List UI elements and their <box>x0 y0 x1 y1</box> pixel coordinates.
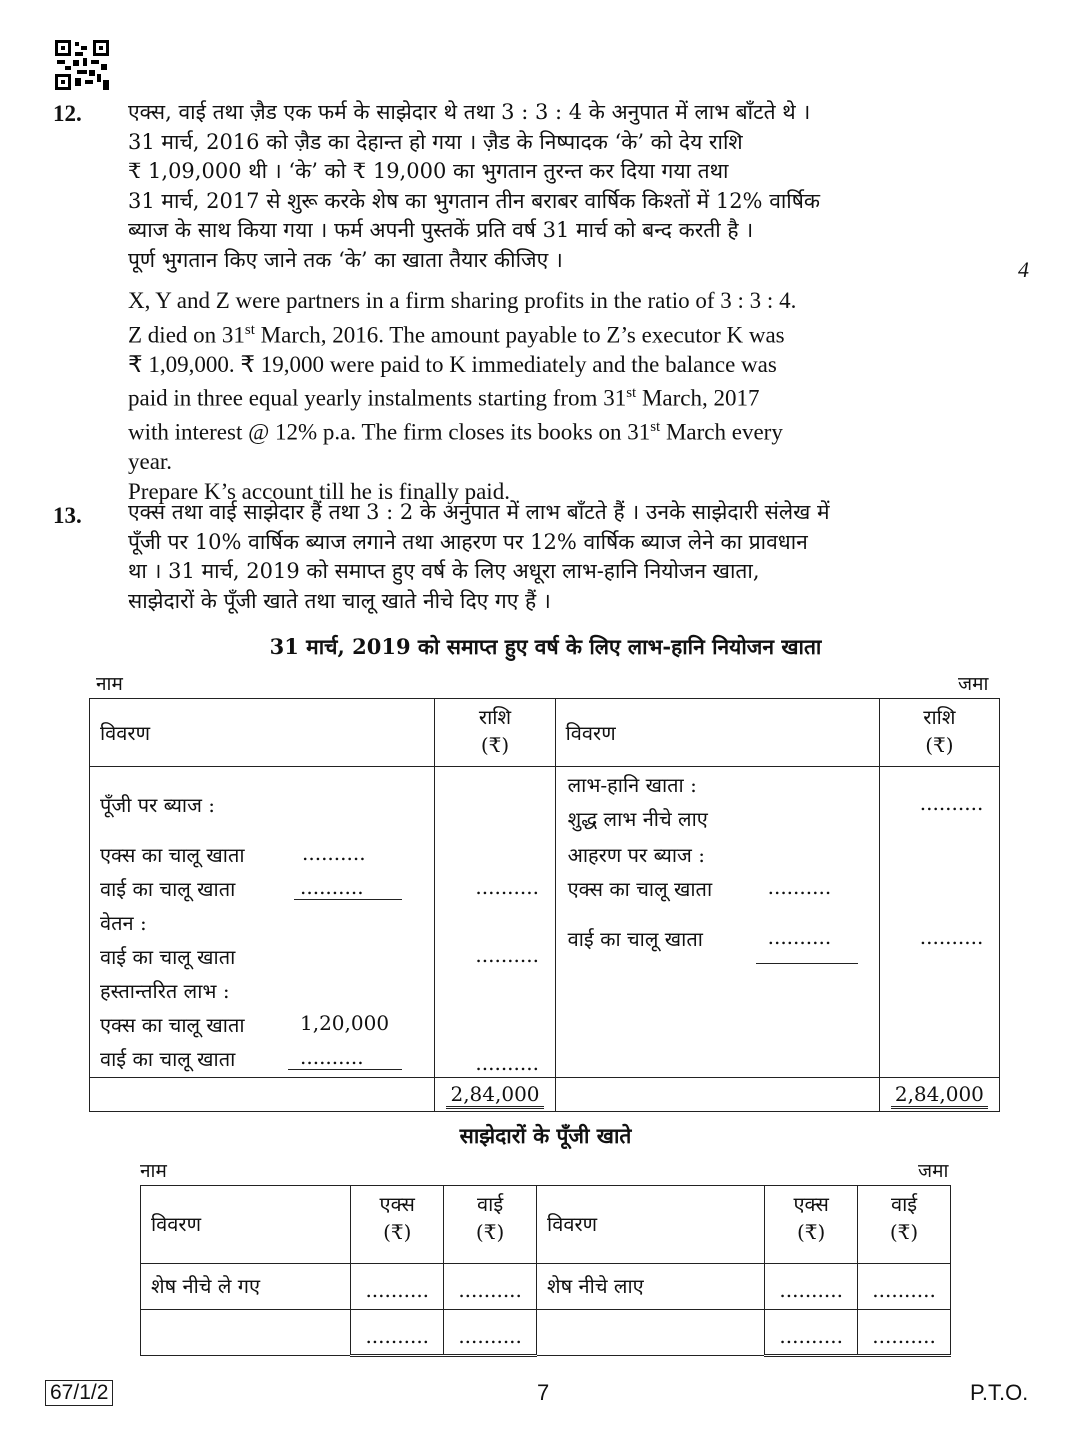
pto-label: P.T.O. <box>970 1380 1029 1405</box>
balance-cd-label: शेष नीचे ले गए <box>141 1264 351 1310</box>
pl-account-label: लाभ-हानि खाता : <box>567 773 697 797</box>
text-line: साझेदारों के पूँजी खाते तथा चालू खाते नीचे दिए गए हैं । <box>128 588 551 613</box>
capital-dr-label: नाम <box>140 1160 167 1182</box>
empty-cell <box>141 1310 351 1356</box>
text-line: एक्स, वाई तथा ज़ैड एक फर्म के साझेदार थे तथा 3 : 3 : 4 के अनुपात में लाभ बाँटते थे । <box>128 100 811 124</box>
pl-appropriation-table <box>89 698 1000 1112</box>
table-total-row <box>90 1078 1000 1112</box>
text-line: पूर्ण भुगतान किए जाने तक ‘के’ का खाता तैयार कीजिए । <box>128 247 563 272</box>
pl-account-title: 31 मार्च, 2019 को समाप्त हुए वर्ष के लिए लाभ-हानि नियोजन खाता <box>269 634 822 659</box>
table-row <box>141 1264 951 1310</box>
text-line: X, Y and Z were partners in a firm sharing profits in the ratio of 3 : 3 : 4. <box>128 288 797 313</box>
salary-label: वेतन : <box>100 911 147 935</box>
pl-cr-label: जमा <box>958 673 989 695</box>
text-line: ब्याज के साथ किया गया । फर्म अपनी पुस्तकें प्रति वर्ष 31 मार्च को बन्द करती है । <box>128 218 754 242</box>
header-amount-right: राशि (₹) <box>879 699 999 767</box>
text-line: paid in three equal yearly instalments starting from 31st March, 2017 <box>128 385 760 411</box>
interest-on-drawings-label: आहरण पर ब्याज : <box>567 843 705 867</box>
total-blank <box>555 1078 879 1112</box>
question-12-marks: 4 <box>1018 257 1029 282</box>
question-13-hindi <box>128 498 980 616</box>
text-line: 31 मार्च, 2016 को ज़ैड का देहान्त हो गया । ज़ैड के निष्पादक ‘के’ को देय राशि <box>128 129 743 154</box>
question-12-hindi <box>128 98 980 275</box>
interest-on-capital-label: पूँजी पर ब्याज : <box>100 793 216 817</box>
dots: .......... <box>475 875 539 899</box>
table-row <box>141 1310 951 1356</box>
y-current-profit-label: वाई का चालू खाता <box>100 1047 236 1071</box>
table-body-row <box>90 767 1000 1078</box>
transferred-profit-label: हस्तान्तरित लाभ : <box>100 979 230 1003</box>
x-current-label: एक्स का चालू खाता <box>100 843 245 867</box>
dots: .......... <box>475 943 539 967</box>
dots: .......... <box>351 1264 444 1310</box>
table-header-row <box>141 1186 951 1264</box>
dots: .......... <box>294 875 402 900</box>
net-profit-label: शुद्ध लाभ नीचे लाए <box>567 807 708 831</box>
dots: .......... <box>765 1310 858 1356</box>
table-header-row <box>90 699 1000 767</box>
page-number: 7 <box>537 1380 550 1405</box>
header-particulars-right: विवरण <box>537 1186 765 1264</box>
header-y-right: वाई (₹) <box>858 1186 951 1264</box>
dots: .......... <box>444 1264 537 1310</box>
header-particulars: विवरण <box>90 699 435 767</box>
capital-accounts-title: साझेदारों के पूँजी खाते <box>459 1123 632 1148</box>
text-line: 31 मार्च, 2017 से शुरू करके शेष का भुगतान तीन बराबर वार्षिक किश्तों में 12% वार्षिक <box>128 188 821 213</box>
left-amount-cell <box>435 767 555 1078</box>
dots: .......... <box>475 1051 539 1075</box>
subtotal-rule <box>756 963 858 964</box>
right-amount-cell <box>879 767 999 1078</box>
x-profit-amount: 1,20,000 <box>300 1011 390 1035</box>
text-line: ₹ 1,09,000 थी । ‘के’ को ₹ 19,000 का भुगतान तुरन्त कर दिया गया तथा <box>128 159 729 183</box>
total-blank <box>90 1078 435 1112</box>
text-line: year. <box>128 449 173 475</box>
dots: .......... <box>765 1264 858 1310</box>
x-current-profit-label: एक्स का चालू खाता <box>100 1013 245 1037</box>
left-particulars-cell <box>90 767 435 1078</box>
balance-bd-label: शेष नीचे लाए <box>537 1264 765 1310</box>
qr-code <box>55 40 109 90</box>
text-line: Prepare K’s account till he is finally paid. <box>128 478 510 504</box>
dots: .......... <box>351 1310 444 1356</box>
capital-accounts-table <box>140 1185 951 1357</box>
header-particulars-right: विवरण <box>555 699 879 767</box>
text-line: Z died on 31st March, 2016. The amount payable to Z’s executor K was <box>128 321 785 348</box>
text-line: पूँजी पर 10% वार्षिक ब्याज लगाने तथा आहरण पर 12% वार्षिक ब्याज लेने का प्रावधान <box>128 529 808 554</box>
y-current-drawings-label: वाई का चालू खाता <box>567 927 703 951</box>
dots: .......... <box>767 925 832 949</box>
text-line: ₹ 1,09,000. ₹ 19,000 were paid to K immediately and the balance was <box>128 351 777 377</box>
header-x: एक्स (₹) <box>351 1186 444 1264</box>
paper-code: 67/1/2 <box>45 1380 113 1406</box>
dots: .......... <box>444 1310 537 1356</box>
text-line: with interest @ 12% p.a. The firm closes its books on 31st March every <box>128 419 783 445</box>
text-line: था । 31 मार्च, 2019 को समाप्त हुए वर्ष के लिए अधूरा लाभ-हानि नियोजन खाता, <box>128 559 760 583</box>
y-current-salary-label: वाई का चालू खाता <box>100 945 236 969</box>
right-particulars-cell <box>555 767 879 1078</box>
dots: .......... <box>919 925 984 949</box>
header-amount: राशि (₹) <box>435 699 555 767</box>
header-y: वाई (₹) <box>444 1186 537 1264</box>
dots: .......... <box>858 1264 951 1310</box>
total-left: 2,84,000 <box>435 1078 555 1112</box>
y-current-label: वाई का चालू खाता <box>100 877 236 901</box>
x-current-drawings-label: एक्स का चालू खाता <box>567 877 713 901</box>
dots: .......... <box>919 791 984 815</box>
header-x-right: एक्स (₹) <box>765 1186 858 1264</box>
pl-dr-label: नाम <box>96 673 123 695</box>
dots: .......... <box>302 841 366 865</box>
dots: .......... <box>288 1045 402 1070</box>
question-12-english <box>128 286 980 506</box>
question-12-number: 12. <box>53 101 82 126</box>
capital-cr-label: जमा <box>918 1160 949 1182</box>
question-13-number: 13. <box>53 503 82 528</box>
text-line: एक्स तथा वाई साझेदार हैं तथा 3 : 2 के अनुपात में लाभ बाँटते हैं । उनके साझेदारी संलेख में <box>128 500 830 524</box>
header-particulars: विवरण <box>141 1186 351 1264</box>
dots: .......... <box>858 1310 951 1356</box>
dots: .......... <box>767 875 832 899</box>
empty-cell <box>537 1310 765 1356</box>
total-right: 2,84,000 <box>879 1078 999 1112</box>
